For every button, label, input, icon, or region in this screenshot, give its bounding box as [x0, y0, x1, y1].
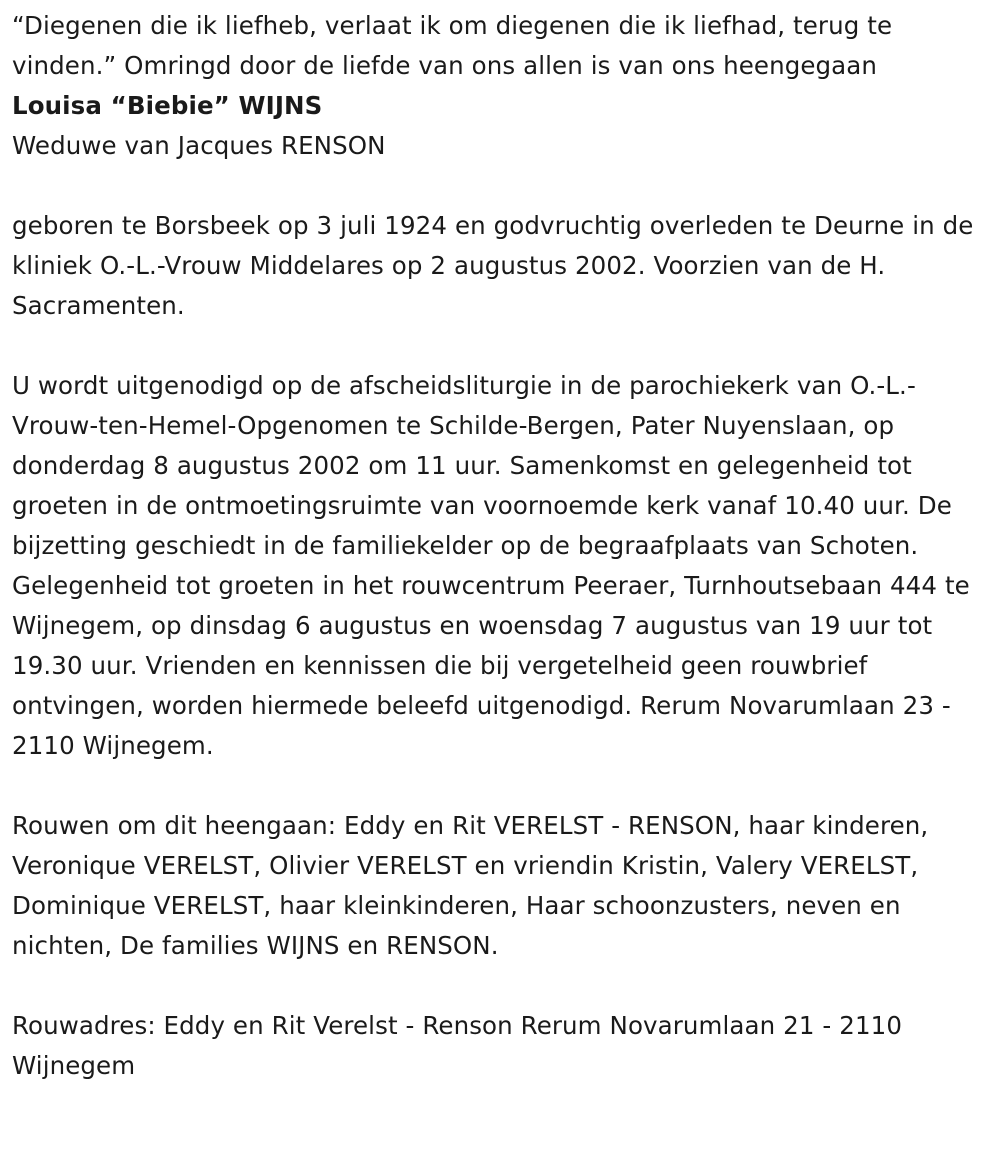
spacer [12, 166, 992, 206]
epigraph-paragraph: “Diegenen die ik liefheb, verlaat ik om diegenen die ik liefhad, terug te vinden.” Omringd door de liefde van ons allen is van ons heengegaan [12, 11, 893, 80]
invitation-paragraph: U wordt uitgenodigd op de afscheidsliturgie in de parochiekerk van O.-L.-Vrouw-ten-Hemel-Opgenomen te Schilde-Bergen, Pater Nuyenslaan, op donderdag 8 augustus 2002 om 11 uur. Samenkomst en gelegenheid tot groeten in de ontmoetingsruimte van voornoemde kerk vanaf 10.40 uur. De bijzetting geschiedt in de familiekelder op de begraafplaats van Schoten. Gelegenheid tot groeten in het rouwcentrum Peeraer, Turnhoutsebaan 444 te Wijnegem, op dinsdag 6 augustus en woensdag 7 augustus van 19 uur tot 19.30 uur. Vrienden en kennissen die bij vergetelheid geen rouwbrief ontvingen, worden hiermede beleefd uitgenodigd. Rerum Novarumlaan 23 - 2110 Wijnegem. [12, 371, 970, 760]
spacer [12, 326, 992, 366]
death-notice [12, 6, 992, 1086]
widow-of-line: Weduwe van Jacques RENSON [12, 131, 386, 160]
spacer [12, 766, 992, 806]
deceased-name: Louisa “Biebie” WIJNS [12, 91, 323, 120]
mourning-address: Rouwadres: Eddy en Rit Verelst - Renson Rerum Novarumlaan 21 - 2110 Wijnegem [12, 1011, 903, 1080]
birth-death-paragraph: geboren te Borsbeek op 3 juli 1924 en godvruchtig overleden te Deurne in de kliniek O.-L.-Vrouw Middelares op 2 augustus 2002. Voorzien van de H. Sacramenten. [12, 211, 974, 320]
spacer [12, 966, 992, 1006]
mourners-paragraph: Rouwen om dit heengaan: Eddy en Rit VERELST - RENSON, haar kinderen, Veronique VERELST, Olivier VERELST en vriendin Kristin, Valery VERELST, Dominique VERELST, haar kleinkinderen, Haar schoonzusters, neven en nichten, De families WIJNS en RENSON. [12, 811, 929, 960]
